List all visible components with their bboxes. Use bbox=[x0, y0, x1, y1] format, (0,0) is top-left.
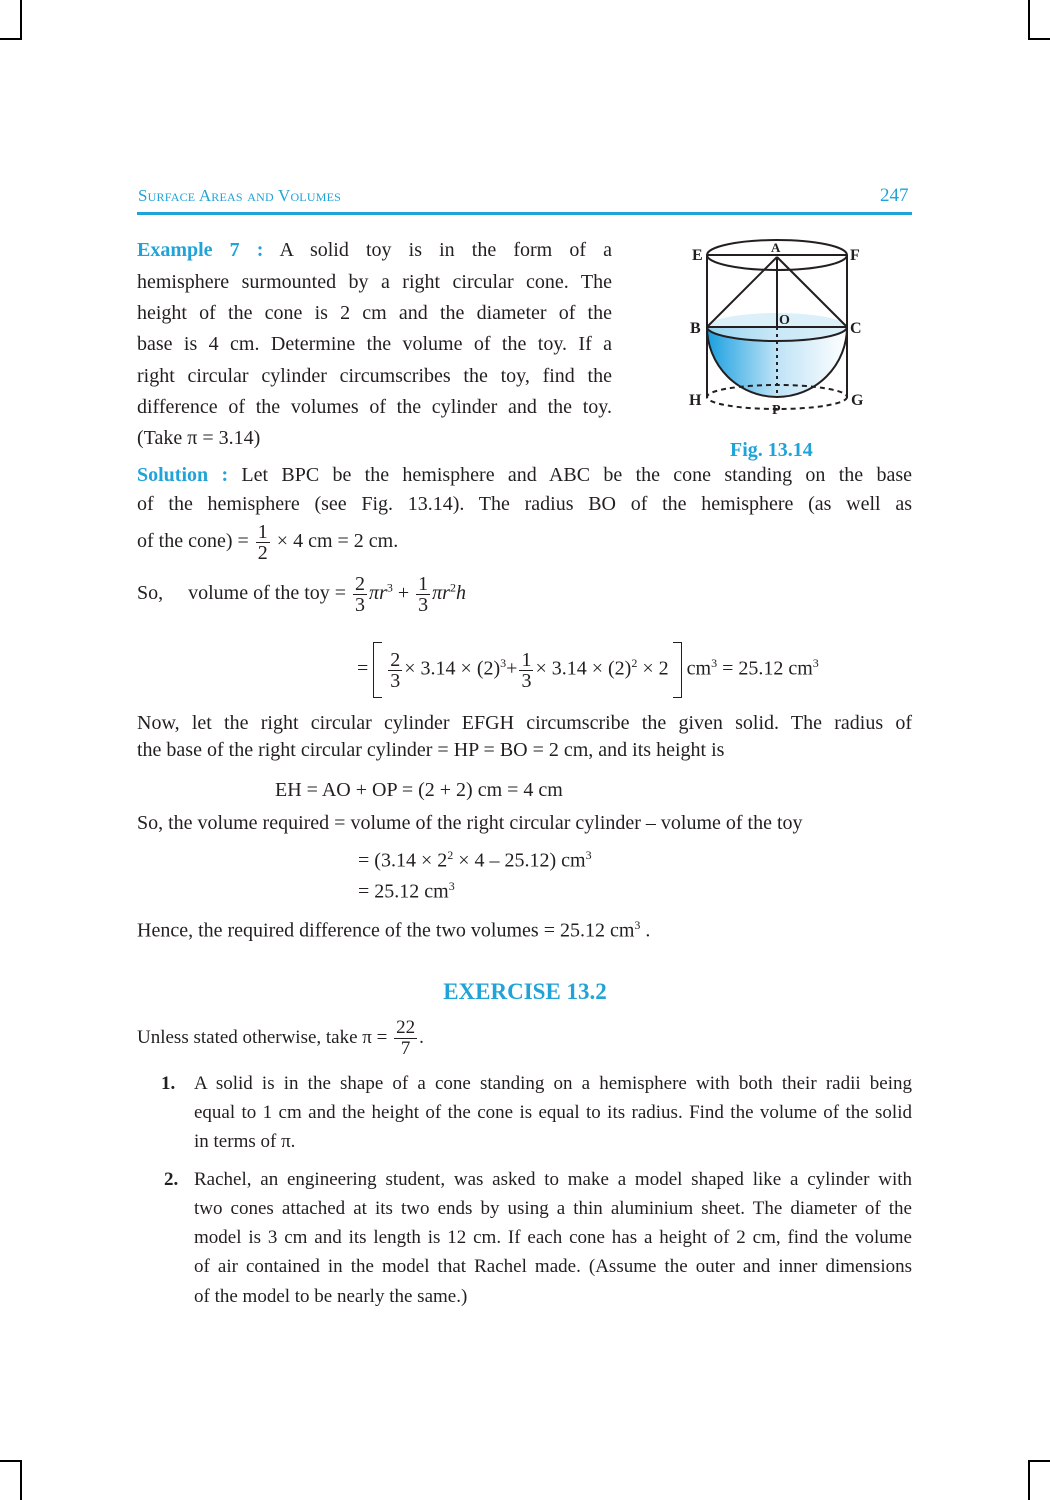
solution-label: Solution : bbox=[137, 464, 229, 486]
figure-caption: Fig. 13.14 bbox=[730, 439, 813, 461]
text: Let BPC be the hemisphere and ABC be the cone standing on the base bbox=[241, 464, 913, 486]
text: h bbox=[455, 582, 466, 605]
text: + bbox=[397, 582, 410, 605]
label-C: C bbox=[850, 320, 862, 337]
numerator: 1 bbox=[257, 521, 268, 543]
question-line: of the model to be nearly the same.) bbox=[194, 1286, 468, 1307]
exponent: 3 bbox=[448, 879, 455, 893]
numerator: 1 bbox=[418, 573, 429, 595]
question-number: 1. bbox=[161, 1073, 176, 1094]
denominator: 3 bbox=[390, 669, 401, 692]
text: . bbox=[640, 919, 651, 942]
question-line: two cones attached at its two ends by using a thin aluminium sheet. The diameter of the bbox=[194, 1198, 912, 1219]
cylinder-cone-hemisphere-figure bbox=[680, 230, 880, 420]
exponent: 2 bbox=[631, 655, 638, 670]
exponent: 3 bbox=[711, 655, 718, 670]
example-line bbox=[137, 238, 612, 262]
fraction bbox=[416, 574, 430, 615]
text: × 4 – 25.12) cm bbox=[453, 849, 586, 872]
label-P: P bbox=[772, 403, 781, 418]
text: Unless stated otherwise, take π = bbox=[137, 1026, 388, 1048]
now-line: the base of the right circular cylinder = HP = BO = 2 cm, and its height is bbox=[137, 739, 725, 761]
denominator: 3 bbox=[521, 669, 532, 692]
solution-line: of the hemisphere (see Fig. 13.14). The radius BO of the hemisphere (as well as bbox=[137, 493, 912, 515]
example-line: right circular cylinder circumscribes the toy, find the bbox=[137, 365, 612, 387]
question-line: of air contained in the model that Rachel made. (Assume the outer and inner dimensions bbox=[194, 1256, 912, 1277]
numerator: 2 bbox=[355, 573, 366, 595]
text: × 2 bbox=[642, 657, 669, 680]
label-F: F bbox=[850, 247, 860, 264]
fraction bbox=[353, 574, 367, 615]
text: πr bbox=[369, 582, 387, 605]
exponent: 3 bbox=[386, 580, 393, 595]
solution-line bbox=[137, 463, 912, 487]
question-number: 2. bbox=[164, 1169, 179, 1190]
cone-radius-line bbox=[137, 522, 398, 563]
exercise-note bbox=[137, 1018, 424, 1059]
example-line: hemisphere surmounted by a right circular cone. The bbox=[137, 271, 612, 293]
text: + bbox=[506, 657, 518, 680]
eh-line: EH = AO + OP = (2 + 2) cm = 4 cm bbox=[275, 779, 563, 801]
left-bracket bbox=[373, 642, 382, 698]
text: volume of the toy = bbox=[188, 582, 347, 605]
text: × 3.14 × (2) bbox=[404, 657, 501, 680]
crop-mark bbox=[1028, 38, 1050, 40]
text: = (3.14 × 2 bbox=[358, 849, 448, 872]
numerator: 1 bbox=[521, 648, 532, 671]
example-line: base is 4 cm. Determine the volume of the toy. If a bbox=[137, 333, 612, 355]
numerator: 22 bbox=[396, 1017, 416, 1038]
label-O: O bbox=[779, 313, 790, 328]
label-E: E bbox=[692, 247, 703, 264]
question-line: equal to 1 cm and the height of the cone is equal to its radius. Find the volume of the solid bbox=[194, 1102, 912, 1123]
denominator: 3 bbox=[355, 594, 366, 616]
fraction bbox=[394, 1018, 417, 1059]
exercise-title: EXERCISE 13.2 bbox=[443, 979, 607, 1004]
denominator: 7 bbox=[400, 1038, 411, 1059]
text: cm bbox=[686, 657, 712, 680]
required-line: So, the volume required = volume of the right circular cylinder – volume of the toy bbox=[137, 812, 803, 834]
label-H: H bbox=[689, 392, 702, 409]
volume-formula-line bbox=[137, 574, 466, 615]
volume-calc-line bbox=[357, 642, 819, 698]
denominator: 2 bbox=[257, 542, 268, 564]
crop-mark bbox=[0, 1460, 22, 1462]
numerator: 2 bbox=[390, 648, 401, 671]
example-line: difference of the volumes of the cylinder and the toy. bbox=[137, 396, 612, 418]
text: × 3.14 × (2) bbox=[535, 657, 632, 680]
question-line: model is 3 cm and its length is 12 cm. If each cone has a height of 2 cm, find the volume bbox=[194, 1227, 912, 1248]
text: A solid toy is in the form of a bbox=[279, 239, 613, 261]
exponent: 3 bbox=[585, 848, 592, 862]
text: = 25.12 cm bbox=[722, 657, 813, 680]
fraction bbox=[256, 522, 270, 563]
text: Hence, the required difference of the two volumes = 25.12 cm bbox=[137, 919, 635, 942]
page-number: 247 bbox=[880, 185, 909, 206]
fraction bbox=[388, 650, 402, 691]
crop-mark bbox=[1028, 1460, 1030, 1500]
crop-mark bbox=[20, 0, 22, 40]
hence-line bbox=[137, 913, 650, 943]
text: = 25.12 cm bbox=[358, 880, 449, 903]
exponent: 2 bbox=[449, 580, 456, 595]
crop-mark bbox=[0, 38, 22, 40]
crop-mark bbox=[20, 1460, 22, 1500]
question-line: in terms of π. bbox=[194, 1131, 296, 1152]
crop-mark bbox=[1028, 0, 1030, 40]
text: × 4 cm = 2 cm. bbox=[276, 530, 399, 553]
text: = bbox=[357, 657, 369, 680]
step-line bbox=[358, 843, 592, 873]
exponent: 3 bbox=[500, 655, 507, 670]
right-bracket bbox=[673, 642, 682, 698]
example-label: Example 7 : bbox=[137, 239, 264, 261]
text: . bbox=[419, 1026, 424, 1048]
denominator: 3 bbox=[418, 594, 429, 616]
header-rule bbox=[137, 212, 912, 215]
fraction bbox=[519, 650, 533, 691]
exponent: 2 bbox=[447, 848, 454, 862]
question-line: Rachel, an engineering student, was asked to make a model shaped like a cylinder with bbox=[194, 1169, 912, 1190]
label-A: A bbox=[771, 240, 781, 255]
example-line: (Take π = 3.14) bbox=[137, 427, 261, 449]
exponent: 3 bbox=[812, 655, 819, 670]
example-line: height of the cone is 2 cm and the diameter of the bbox=[137, 302, 612, 324]
text: πr bbox=[432, 582, 450, 605]
exponent: 3 bbox=[634, 918, 641, 932]
text: of the cone) = bbox=[137, 530, 249, 553]
label-G: G bbox=[851, 392, 864, 409]
question-line: A solid is in the shape of a cone standing on a hemisphere with both their radii being bbox=[194, 1073, 912, 1094]
running-header: Surface Areas and Volumes bbox=[138, 186, 341, 205]
label-B: B bbox=[690, 320, 701, 337]
crop-mark bbox=[1028, 1460, 1050, 1462]
text: So, bbox=[137, 582, 164, 605]
step-line bbox=[358, 874, 455, 904]
now-line: Now, let the right circular cylinder EFGH circumscribe the given solid. The radius of bbox=[137, 712, 912, 734]
